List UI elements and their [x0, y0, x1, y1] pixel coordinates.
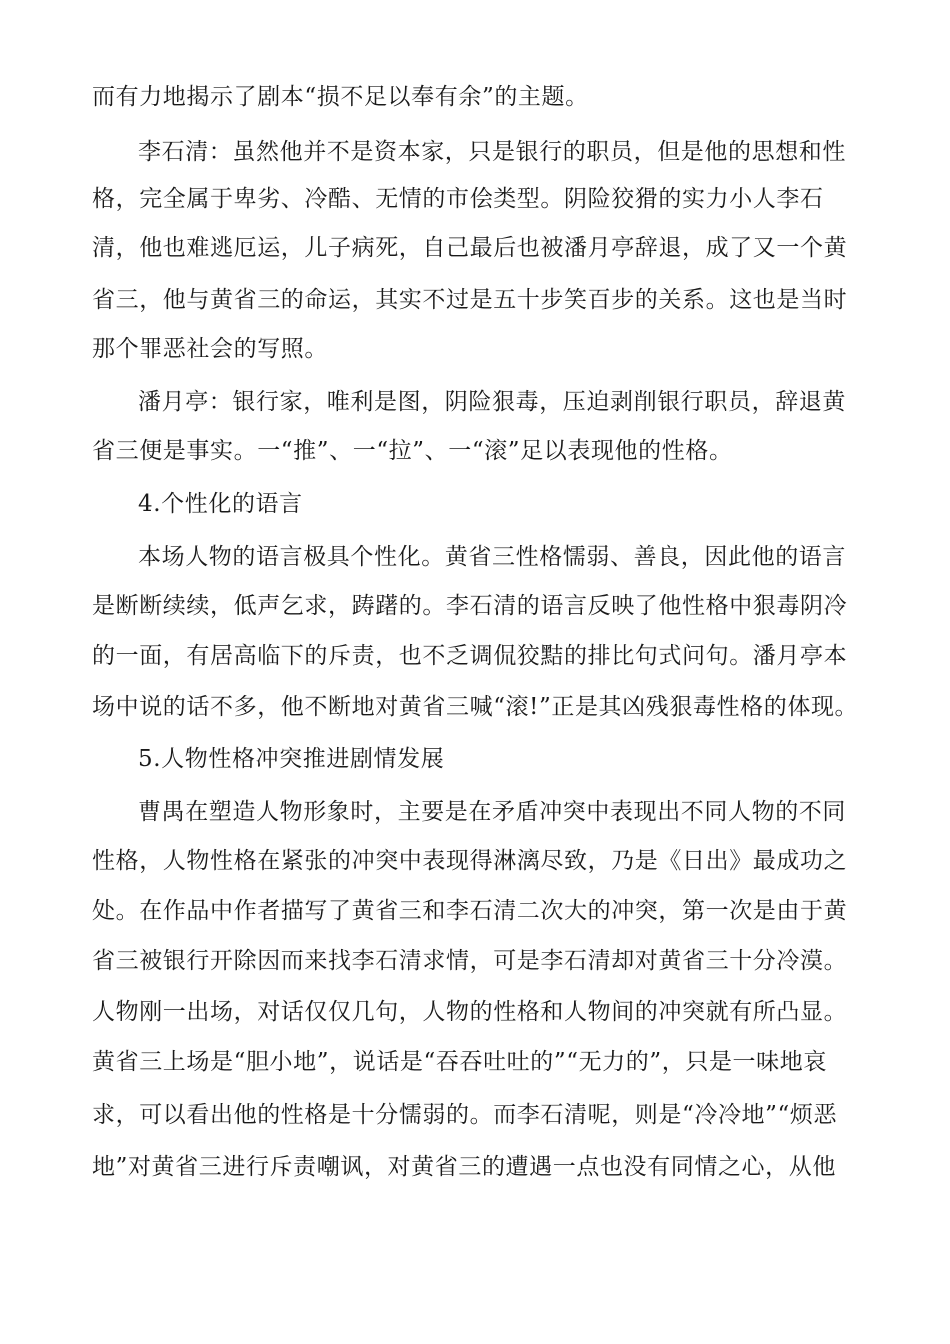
text-line: 处。在作品中作者描写了黄省三和李石清二次大的冲突，第一次是由于黄 [92, 898, 848, 924]
text-line: 地”对黄省三进行斥责嘲讽，对黄省三的遭遇一点也没有同情之心，从他 [92, 1154, 836, 1180]
text-line: 求，可以看出他的性格是十分懦弱的。而李石清呢，则是“冷冷地”“烦恶 [92, 1102, 838, 1128]
text-line: 黄省三上场是“胆小地”，说话是“吞吞吐吐的”“无力的”，只是一味地哀 [92, 1049, 827, 1075]
text-line: 省三，他与黄省三的命运，其实不过是五十步笑百步的关系。这也是当时 [92, 287, 848, 313]
text-line: 而有力地揭示了剧本“损不足以奉有余”的主题。 [92, 84, 589, 110]
text-line: 本场人物的语言极具个性化。黄省三性格懦弱、善良，因此他的语言 [138, 544, 846, 570]
text-line: 的一面，有居高临下的斥责，也不乏调侃狡黠的排比句式问句。潘月亭本 [92, 643, 848, 669]
text-line: 潘月亭：银行家，唯利是图，阴险狠毒，压迫剥削银行职员，辞退黄 [138, 389, 846, 415]
text-line: 省三被银行开除因而来找李石清求情，可是李石清却对黄省三十分冷漠。 [92, 948, 848, 974]
text-line: 清，他也难逃厄运，儿子病死，自己最后也被潘月亭辞退，成了又一个黄 [92, 235, 848, 261]
text-line: 那个罪恶社会的写照。 [92, 336, 328, 362]
text-line: 是断断续续，低声乞求，踌躇的。李石清的语言反映了他性格中狠毒阴冷 [92, 593, 848, 619]
text-line: 曹禺在塑造人物形象时，主要是在矛盾冲突中表现出不同人物的不同 [138, 799, 846, 825]
section-heading: 5.人物性格冲突推进剧情发展 [138, 746, 445, 772]
text-line: 人物刚一出场，对话仅仅几句，人物的性格和人物间的冲突就有所凸显。 [92, 999, 848, 1025]
section-heading: 4.个性化的语言 [138, 491, 303, 517]
text-line: 场中说的话不多，他不断地对黄省三喊“滚!”正是其凶残狠毒性格的体现。 [92, 694, 859, 720]
text-line: 性格，人物性格在紧张的冲突中表现得淋漓尽致，乃是《日出》最成功之 [92, 848, 848, 874]
text-line: 格，完全属于卑劣、冷酷、无情的市侩类型。阴险狡猾的实力小人李石 [92, 186, 824, 212]
text-line: 省三便是事实。一“推”、一“拉”、一“滚”足以表现他的性格。 [92, 438, 733, 464]
text-line: 李石清：虽然他并不是资本家，只是银行的职员，但是他的思想和性 [138, 139, 846, 165]
